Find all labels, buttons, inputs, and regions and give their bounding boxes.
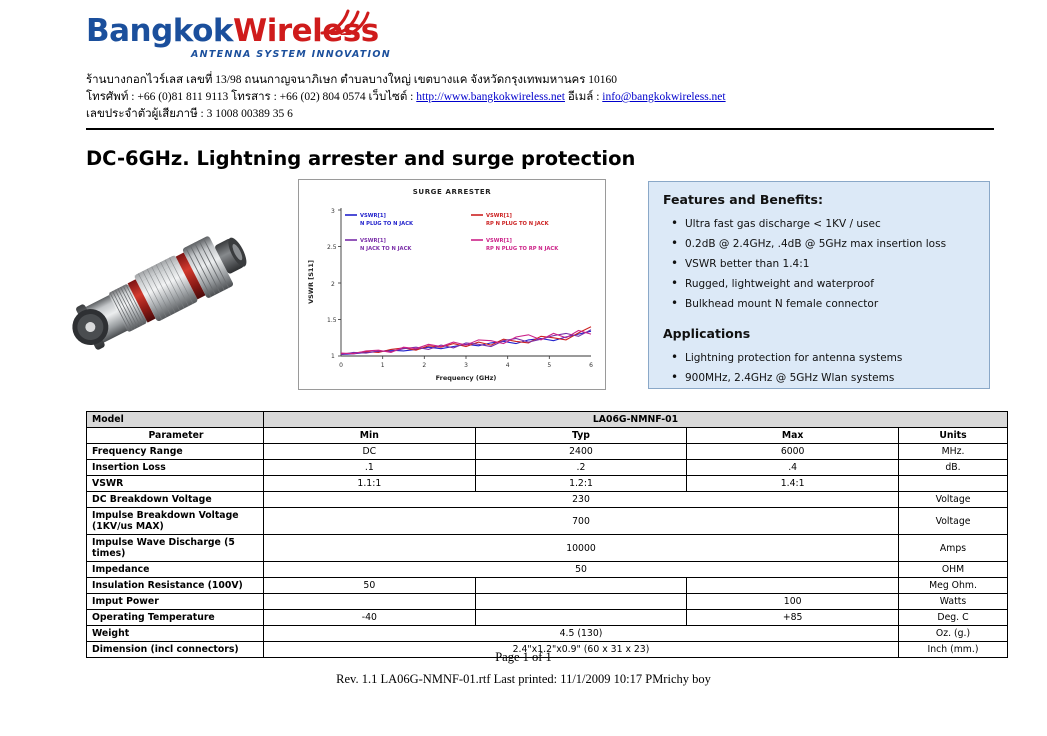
svg-text:4: 4 bbox=[505, 362, 510, 369]
row-max: 6000 bbox=[687, 444, 899, 460]
phone-text: โทรศัพท์ : +66 (0)81 811 9113 โทรสาร : +66 (02) 804 0574 เว็บไซต์ : bbox=[86, 91, 417, 103]
letterhead bbox=[86, 14, 996, 123]
application-item: • 900MHz, 2.4GHz @ 5GHz Wlan systems bbox=[685, 368, 977, 388]
row-param: Operating Temperature bbox=[87, 610, 264, 626]
chart-legend bbox=[345, 213, 559, 252]
table-row bbox=[87, 508, 1008, 535]
row-min: .1 bbox=[264, 460, 476, 476]
row-typ: 10000 bbox=[264, 535, 899, 562]
row-units: dB. bbox=[899, 460, 1008, 476]
svg-text:2.5: 2.5 bbox=[327, 244, 337, 251]
logo-wordmark bbox=[86, 14, 996, 48]
svg-text:5: 5 bbox=[547, 362, 552, 369]
row-units: Amps bbox=[899, 535, 1008, 562]
email-label: อีเมล์ : bbox=[564, 91, 603, 103]
row-param: DC Breakdown Voltage bbox=[87, 492, 264, 508]
table-row bbox=[87, 562, 1008, 578]
row-units: Oz. (g.) bbox=[899, 626, 1008, 642]
row-typ: 2.4"x1.2"x0.9" (60 x 31 x 23) bbox=[264, 642, 899, 658]
row-max bbox=[687, 578, 899, 594]
row-max: +85 bbox=[687, 610, 899, 626]
table-header-row bbox=[87, 428, 1008, 444]
row-units: Inch (mm.) bbox=[899, 642, 1008, 658]
page-title: DC-6GHz. Lightning arrester and surge protection bbox=[86, 147, 636, 170]
specifications-table bbox=[86, 411, 1008, 658]
taxid-line: เลขประจำตัวผู้เสียภาษี : 3 1008 00389 35 6 bbox=[86, 108, 293, 120]
svg-text:N JACK TO N JACK: N JACK TO N JACK bbox=[360, 246, 412, 252]
row-units: MHz. bbox=[899, 444, 1008, 460]
table-row bbox=[87, 492, 1008, 508]
model-value: LA06G-NMNF-01 bbox=[264, 412, 1008, 428]
svg-text:2: 2 bbox=[422, 362, 427, 369]
svg-text:1: 1 bbox=[380, 362, 385, 369]
svg-text:VSWR[1]: VSWR[1] bbox=[360, 238, 386, 244]
table-row bbox=[87, 594, 1008, 610]
table-row bbox=[87, 610, 1008, 626]
chart-title: SURGE ARRESTER bbox=[412, 188, 492, 196]
col-header-typ: Typ bbox=[475, 428, 687, 444]
row-min: 1.1:1 bbox=[264, 476, 476, 492]
product-photo bbox=[52, 196, 282, 381]
feature-item: • Rugged, lightweight and waterproof bbox=[685, 274, 977, 294]
row-param: Weight bbox=[87, 626, 264, 642]
row-max: 1.4:1 bbox=[687, 476, 899, 492]
signal-wave-icon bbox=[318, 9, 384, 35]
row-param: Impulse Breakdown Voltage (1KV/us MAX) bbox=[87, 508, 264, 535]
svg-text:VSWR[1]: VSWR[1] bbox=[360, 213, 386, 219]
row-typ bbox=[475, 578, 687, 594]
row-param: Dimension (incl connectors) bbox=[87, 642, 264, 658]
row-param: Frequency Range bbox=[87, 444, 264, 460]
row-units: Meg Ohm. bbox=[899, 578, 1008, 594]
model-label: Model bbox=[87, 412, 264, 428]
table-row bbox=[87, 444, 1008, 460]
col-header-max: Max bbox=[687, 428, 899, 444]
svg-text:2: 2 bbox=[331, 281, 335, 288]
chart-plot bbox=[299, 198, 605, 388]
features-panel bbox=[648, 181, 990, 389]
row-typ: 700 bbox=[264, 508, 899, 535]
row-units: Voltage bbox=[899, 492, 1008, 508]
row-typ: 1.2:1 bbox=[475, 476, 687, 492]
svg-text:VSWR[1]: VSWR[1] bbox=[486, 238, 512, 244]
svg-text:RP N PLUG TO RP N JACK: RP N PLUG TO RP N JACK bbox=[486, 246, 559, 252]
col-header-parameter: Parameter bbox=[87, 428, 264, 444]
row-param: Insertion Loss bbox=[87, 460, 264, 476]
row-param: Imput Power bbox=[87, 594, 264, 610]
revision-footer: Rev. 1.1 LA06G-NMNF-01.rtf Last printed: 11/1/2009 10:17 PMrichy boy bbox=[336, 672, 711, 686]
features-heading: Features and Benefits: bbox=[663, 192, 823, 207]
row-max: .4 bbox=[687, 460, 899, 476]
table-row bbox=[87, 476, 1008, 492]
row-param: Insulation Resistance (100V) bbox=[87, 578, 264, 594]
company-logo bbox=[86, 14, 996, 72]
row-param: Impedance bbox=[87, 562, 264, 578]
row-units: OHM bbox=[899, 562, 1008, 578]
table-row bbox=[87, 626, 1008, 642]
svg-text:N PLUG TO N JACK: N PLUG TO N JACK bbox=[360, 221, 414, 227]
row-typ: .2 bbox=[475, 460, 687, 476]
row-min: 50 bbox=[264, 578, 476, 594]
email-link[interactable]: info@bangkokwireless.net bbox=[602, 91, 726, 103]
table-row bbox=[87, 578, 1008, 594]
row-typ: 2400 bbox=[475, 444, 687, 460]
feature-item: • Bulkhead mount N female connector bbox=[685, 294, 977, 314]
feature-item: • Ultra fast gas discharge < 1KV / usec bbox=[685, 214, 977, 234]
row-typ: 50 bbox=[264, 562, 899, 578]
chart-xlabel: Frequency (GHz) bbox=[435, 374, 497, 382]
row-min: -40 bbox=[264, 610, 476, 626]
table-row bbox=[87, 460, 1008, 476]
feature-item: • VSWR better than 1.4:1 bbox=[685, 254, 977, 274]
logo-bangkok-text: Bangkok bbox=[86, 13, 234, 49]
svg-text:1.5: 1.5 bbox=[327, 317, 337, 324]
row-typ: 230 bbox=[264, 492, 899, 508]
row-typ bbox=[475, 610, 687, 626]
page-number: Page 1 of 1 bbox=[495, 650, 552, 664]
col-header-units: Units bbox=[899, 428, 1008, 444]
svg-text:6: 6 bbox=[589, 362, 593, 369]
table-row bbox=[87, 535, 1008, 562]
features-list bbox=[663, 214, 977, 314]
applications-list bbox=[663, 348, 977, 388]
table-row-model bbox=[87, 412, 1008, 428]
row-units: Watts bbox=[899, 594, 1008, 610]
row-units bbox=[899, 476, 1008, 492]
row-min bbox=[264, 594, 476, 610]
svg-text:VSWR[1]: VSWR[1] bbox=[486, 213, 512, 219]
row-typ: 4.5 (130) bbox=[264, 626, 899, 642]
row-param: Impulse Wave Discharge (5 times) bbox=[87, 535, 264, 562]
contact-line bbox=[86, 89, 996, 106]
logo-tagline: ANTENNA SYSTEM INNOVATION bbox=[191, 49, 391, 60]
row-max: 100 bbox=[687, 594, 899, 610]
svg-text:1: 1 bbox=[331, 353, 335, 360]
logo-wireless-text: Wireless bbox=[233, 13, 379, 49]
svg-text:3: 3 bbox=[464, 362, 468, 369]
svg-text:RP N PLUG TO N JACK: RP N PLUG TO N JACK bbox=[486, 221, 549, 227]
row-units: Voltage bbox=[899, 508, 1008, 535]
row-typ bbox=[475, 594, 687, 610]
chart-ylabel: VSWR [S11] bbox=[307, 260, 315, 304]
application-item: • Lightning protection for antenna systems bbox=[685, 348, 977, 368]
website-link[interactable]: http://www.bangkokwireless.net bbox=[416, 91, 565, 103]
svg-text:0: 0 bbox=[339, 362, 343, 369]
svg-text:3: 3 bbox=[331, 208, 335, 215]
row-min: DC bbox=[264, 444, 476, 460]
address-line: ร้านบางกอกไวร์เลส เลขที่ 13/98 ถนนกาญจนาภิเษก ตำบลบางใหญ่ เขตบางแค จังหวัดกรุงเทพมหานคร 10160 bbox=[86, 74, 618, 86]
vswr-chart bbox=[298, 179, 606, 390]
row-units: Deg. C bbox=[899, 610, 1008, 626]
col-header-min: Min bbox=[264, 428, 476, 444]
applications-heading: Applications bbox=[663, 326, 751, 341]
row-param: VSWR bbox=[87, 476, 264, 492]
header-divider bbox=[86, 128, 994, 130]
feature-item: • 0.2dB @ 2.4GHz, .4dB @ 5GHz max insertion loss bbox=[685, 234, 977, 254]
